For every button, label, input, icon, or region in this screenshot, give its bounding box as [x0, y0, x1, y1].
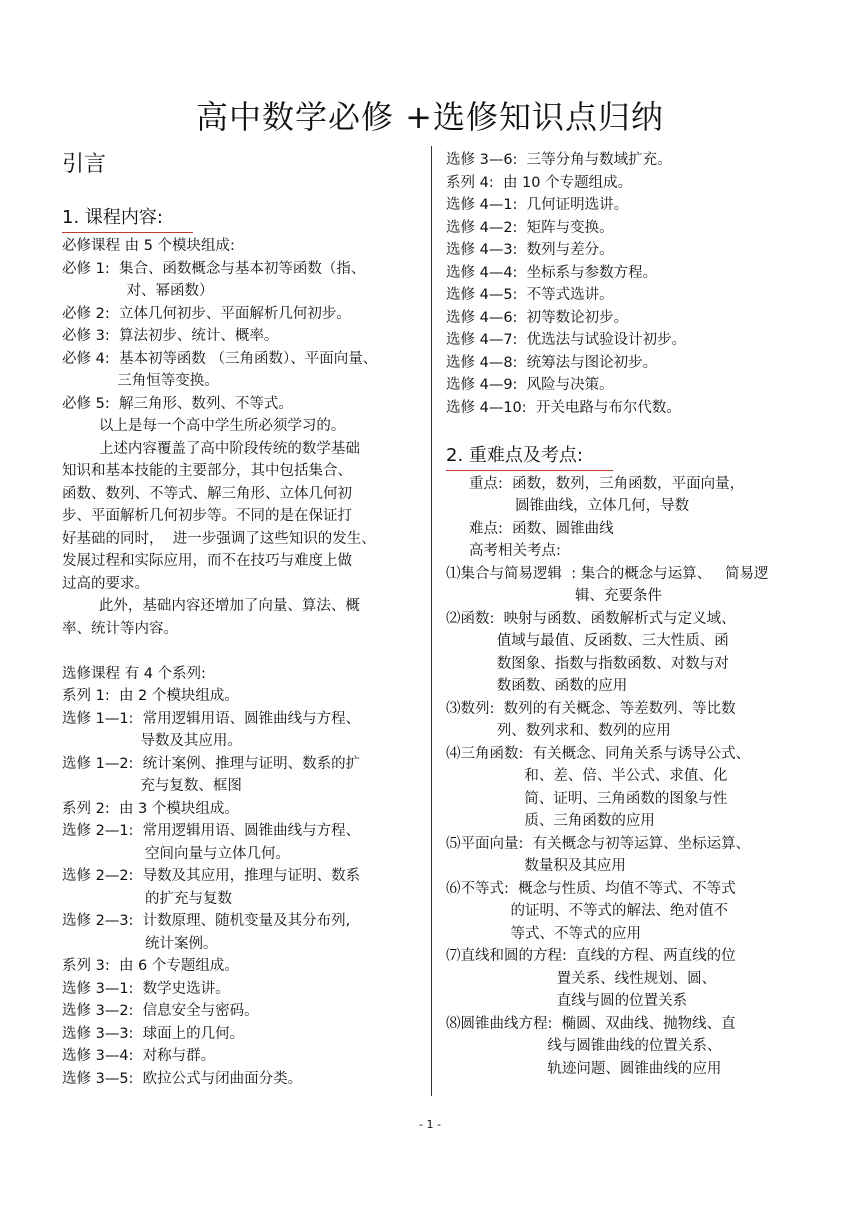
- right-lines-a: [446, 149, 826, 419]
- text-line: 选修 4—2: 矩阵与变换。: [446, 219, 614, 236]
- text-line: 的证明、不等式的解法、绝对值不: [446, 903, 729, 919]
- text-line: ⑷三角函数: 有关概念、同角关系与诱导公式、: [446, 745, 751, 762]
- text-line: 高考相关考点:: [446, 543, 561, 559]
- text-line: 上述内容覆盖了高中阶段传统的数学基础: [62, 440, 360, 457]
- text-line: 选修 4—10: 开关电路与布尔代数。: [446, 399, 681, 416]
- text-line: 系列 2: 由 3 个模块组成。: [62, 800, 239, 817]
- text-line: 选修 1—1: 常用逻辑用语、圆锥曲线与方程、: [62, 710, 361, 727]
- text-line: 此外，基础内容还增加了向量、算法、概: [62, 598, 360, 614]
- text-line: 步、平面解析几何初步等。不同的是在保证打: [62, 508, 352, 524]
- text-line: 等式、不等式的应用: [446, 925, 642, 942]
- section-1-heading: 1. 课程内容:: [62, 204, 193, 233]
- text-line: 选修 1—2: 统计案例、推理与证明、数系的扩: [62, 755, 361, 772]
- text-line: 三角恒等变换。: [62, 373, 219, 389]
- text-line: 数函数、函数的应用: [446, 678, 628, 694]
- document-title: 高中数学必修 +选修知识点归纳: [196, 98, 664, 136]
- text-line: 难点: 函数、圆锥曲线: [446, 520, 614, 537]
- text-line: 的扩充与复数: [62, 890, 232, 907]
- intro-heading: 引言: [62, 152, 107, 177]
- text-line: 数图象、指数与指数函数、对数与对: [446, 655, 729, 672]
- text-line: 简、证明、三角函数的图象与性: [446, 790, 728, 807]
- text-line: 选修 4—1: 几何证明选讲。: [446, 197, 629, 213]
- column-divider: [431, 146, 432, 1096]
- text-line: 选修 2—3: 计数原理、随机变量及其分布列,: [62, 913, 351, 929]
- text-line: 统计案例。: [62, 935, 218, 952]
- right-lines-b: [446, 473, 826, 1081]
- text-line: 率、统计等内容。: [62, 620, 178, 637]
- text-line: 列、数列求和、数列的应用: [446, 723, 671, 739]
- text-line: 过高的要求。: [62, 575, 149, 592]
- text-line: 选修 4—7: 优选法与试验设计初步。: [446, 332, 687, 348]
- text-line: 圆锥曲线，立体几何，导数: [446, 498, 690, 514]
- text-line: 直线与圆的位置关系: [446, 993, 688, 1009]
- left-lines-b: [62, 663, 422, 1091]
- text-line: ⑺直线和圆的方程: 直线的方程、两直线的位: [446, 948, 736, 964]
- text-line: 必修 4: 基本初等函数 （三角函数）、平面向量、: [62, 350, 378, 367]
- text-line: 系列 4: 由 10 个专题组成。: [446, 174, 633, 191]
- text-line: 选修 4—5: 不等式选讲。: [446, 287, 614, 303]
- text-line: 选修 3—1: 数学史选讲。: [62, 980, 230, 997]
- left-lines-a: [62, 235, 422, 640]
- text-line: 空间向量与立体几何。: [62, 845, 290, 862]
- text-line: 值域与最值、反函数、三大性质、函: [446, 633, 729, 649]
- text-line: 数量积及其应用: [446, 858, 626, 874]
- text-line: 选修 3—5: 欧拉公式与闭曲面分类。: [62, 1070, 303, 1087]
- text-line: 选修 3—3: 球面上的几何。: [62, 1025, 245, 1042]
- text-line: 选修 3—4: 对称与群。: [62, 1048, 216, 1064]
- text-line: 知识和基本技能的主要部分，其中包括集合、: [62, 463, 352, 479]
- page-number: - 1 -: [419, 1118, 441, 1131]
- text-line: 选修 4—8: 统筹法与图论初步。: [446, 354, 658, 371]
- text-line: 发展过程和实际应用，而不在技巧与难度上做: [62, 553, 352, 569]
- text-line: 选修 2—1: 常用逻辑用语、圆锥曲线与方程、: [62, 823, 361, 839]
- text-line: 必修 5: 解三角形、数列、不等式。: [62, 395, 293, 412]
- text-line: ⑸平面向量: 有关概念与初等运算、坐标运算、: [446, 835, 751, 852]
- text-line: 系列 1: 由 2 个模块组成。: [62, 688, 239, 704]
- text-line: 必修 3: 算法初步、统计、概率。: [62, 328, 279, 344]
- left-column: [62, 150, 422, 1090]
- text-line: 线与圆锥曲线的位置关系、: [446, 1038, 722, 1054]
- text-line: 函数、数列、不等式、解三角形、立体几何初: [62, 485, 352, 502]
- text-line: 必修课程 由 5 个模块组成:: [62, 238, 235, 254]
- text-line: 选修 3—2: 信息安全与密码。: [62, 1003, 259, 1019]
- text-line: ⑶数列: 数列的有关概念、等差数列、等比数: [446, 700, 736, 717]
- text-line: 质、三角函数的应用: [446, 813, 655, 829]
- text-line: 必修 1: 集合、函数概念与基本初等函数（指、: [62, 260, 366, 277]
- text-line: 对、幂函数）: [62, 283, 214, 299]
- text-line: 导数及其应用。: [62, 733, 242, 749]
- text-line: 系列 3: 由 6 个专题组成。: [62, 958, 239, 974]
- text-line: ⑻圆锥曲线方程: 椭圆、双曲线、抛物线、直: [446, 1015, 736, 1032]
- text-line: 选修 2—2: 导数及其应用，推理与证明、数系: [62, 868, 361, 884]
- text-line: 选修 4—6: 初等数论初步。: [446, 309, 629, 326]
- text-line: 选修 4—3: 数列与差分。: [446, 242, 614, 258]
- text-line: 选修 4—9: 风险与决策。: [446, 377, 614, 393]
- text-line: ⑹不等式: 概念与性质、均值不等式、不等式: [446, 880, 736, 897]
- text-line: 置关系、线性规划、圆、: [446, 970, 717, 987]
- text-line: 选修 3—6: 三等分角与数域扩充。: [446, 152, 672, 168]
- text-line: 辑、充要条件: [446, 588, 663, 604]
- right-column: [446, 149, 826, 1080]
- text-line: 好基础的同时， 进一步强调了这些知识的发生、: [62, 530, 376, 547]
- text-line: 重点: 函数，数列，三角函数，平面向量，: [446, 475, 745, 492]
- text-line: 必修 2: 立体几何初步、平面解析几何初步。: [62, 305, 351, 322]
- text-line: ⑴集合与简易逻辑 : 集合的概念与运算、 简易逻: [446, 565, 769, 582]
- text-line: 选修课程 有 4 个系列:: [62, 665, 206, 682]
- text-line: 轨迹问题、圆锥曲线的应用: [446, 1060, 722, 1077]
- text-line: 和、差、倍、半公式、求值、化: [446, 768, 728, 784]
- text-line: ⑵函数: 映射与函数、函数解析式与定义域、: [446, 610, 736, 627]
- text-line: 以上是每一个高中学生所必须学习的。: [62, 418, 346, 434]
- text-line: 选修 4—4: 坐标系与参数方程。: [446, 264, 658, 281]
- text-line: 充与复数、框图: [62, 778, 242, 794]
- section-2-heading: 2. 重难点及考点:: [446, 442, 613, 471]
